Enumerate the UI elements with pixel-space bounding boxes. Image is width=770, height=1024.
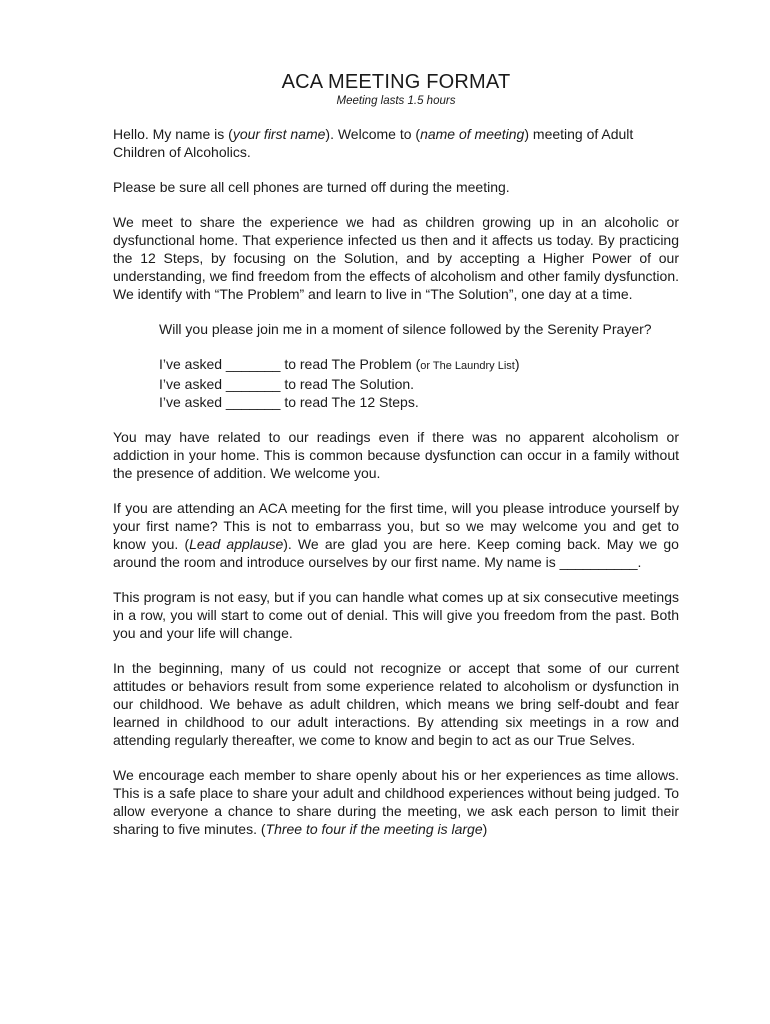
paragraph-serenity-prayer: Will you please join me in a moment of silence followed by the Serenity Prayer? bbox=[159, 321, 652, 337]
text-run: ) bbox=[514, 356, 520, 372]
document-title: ACA MEETING FORMAT bbox=[281, 71, 511, 93]
assignment-problem bbox=[159, 355, 679, 375]
text-run: ). Welcome to ( bbox=[325, 126, 421, 142]
large-meeting-note: Three to four if the meeting is large bbox=[265, 821, 483, 837]
paragraph-cell-phones: Please be sure all cell phones are turned off during the meeting. bbox=[113, 179, 510, 195]
text-run: We encourage each member to share openly about his or her experiences as time allows. This is a safe place to share your adult and childhood experiences without being judged. To allow everyone a chance to share during the meeting, we ask each person to limit their sharing to five minutes. ( bbox=[113, 767, 679, 837]
laundry-list-note: or The Laundry List bbox=[420, 360, 515, 372]
text-run: If you are attending an ACA meeting for the first time, will you please introduce yourself by your first name? This is not to embarrass you, but so we may welcome you and get to know you. ( bbox=[113, 500, 679, 552]
readings-assignments bbox=[159, 355, 679, 411]
document-page bbox=[113, 70, 679, 855]
paragraph-sharing bbox=[113, 766, 679, 838]
paragraph-welcome bbox=[113, 125, 679, 161]
text-run: ). We are glad you are here. Keep coming back. May we go around the room and introduce ourselves by our first name. My name is __________. bbox=[113, 536, 679, 570]
text-run: I’ve asked _______ to read The Problem ( bbox=[159, 356, 421, 372]
lead-applause-note: Lead applause bbox=[189, 536, 284, 552]
paragraph-purpose: We meet to share the experience we had as children growing up in an alcoholic or dysfunctional home. That experience infected us then and it affects us today. By practicing the 12 Steps, by focusing on the Solution, and by accepting a Higher Power of our understanding, we find freedom from the effects of alcoholism and other family dysfunction. We identify with “The Problem” and learn to live in “The Solution”, one day at a time. bbox=[113, 214, 679, 302]
text-run: ) bbox=[482, 821, 488, 837]
assignment-solution: I’ve asked _______ to read The Solution. bbox=[159, 376, 415, 392]
paragraph-first-time bbox=[113, 499, 679, 571]
placeholder-meeting-name: name of meeting bbox=[420, 126, 525, 142]
text-run: Hello. My name is ( bbox=[113, 126, 233, 142]
paragraph-beginning: In the beginning, many of us could not recognize or accept that some of our current attitudes or behaviors result from some experience related to alcoholism or dysfunction in our childhood. We behave as adult children, which means we bring self-doubt and fear learned in childhood to our adult interactions. By attending six meetings in a row and attending regularly thereafter, we come to know and begin to act as our True Selves. bbox=[113, 660, 679, 748]
text-run: ) meeting of Adult Children of Alcoholics. bbox=[113, 126, 634, 160]
assignment-12-steps: I’ve asked _______ to read The 12 Steps. bbox=[159, 394, 419, 410]
document-subtitle: Meeting lasts 1.5 hours bbox=[336, 95, 456, 107]
paragraph-program-not-easy: This program is not easy, but if you can handle what comes up at six consecutive meetings in a row, you will start to come out of denial. This will give you freedom from the past. Both you and your life will change. bbox=[113, 589, 679, 641]
paragraph-related-readings: You may have related to our readings even if there was no apparent alcoholism or addiction in your home. This is common because dysfunction can occur in a family without the presence of addition. We welcome you. bbox=[113, 429, 679, 481]
placeholder-first-name: your first name bbox=[232, 126, 326, 142]
